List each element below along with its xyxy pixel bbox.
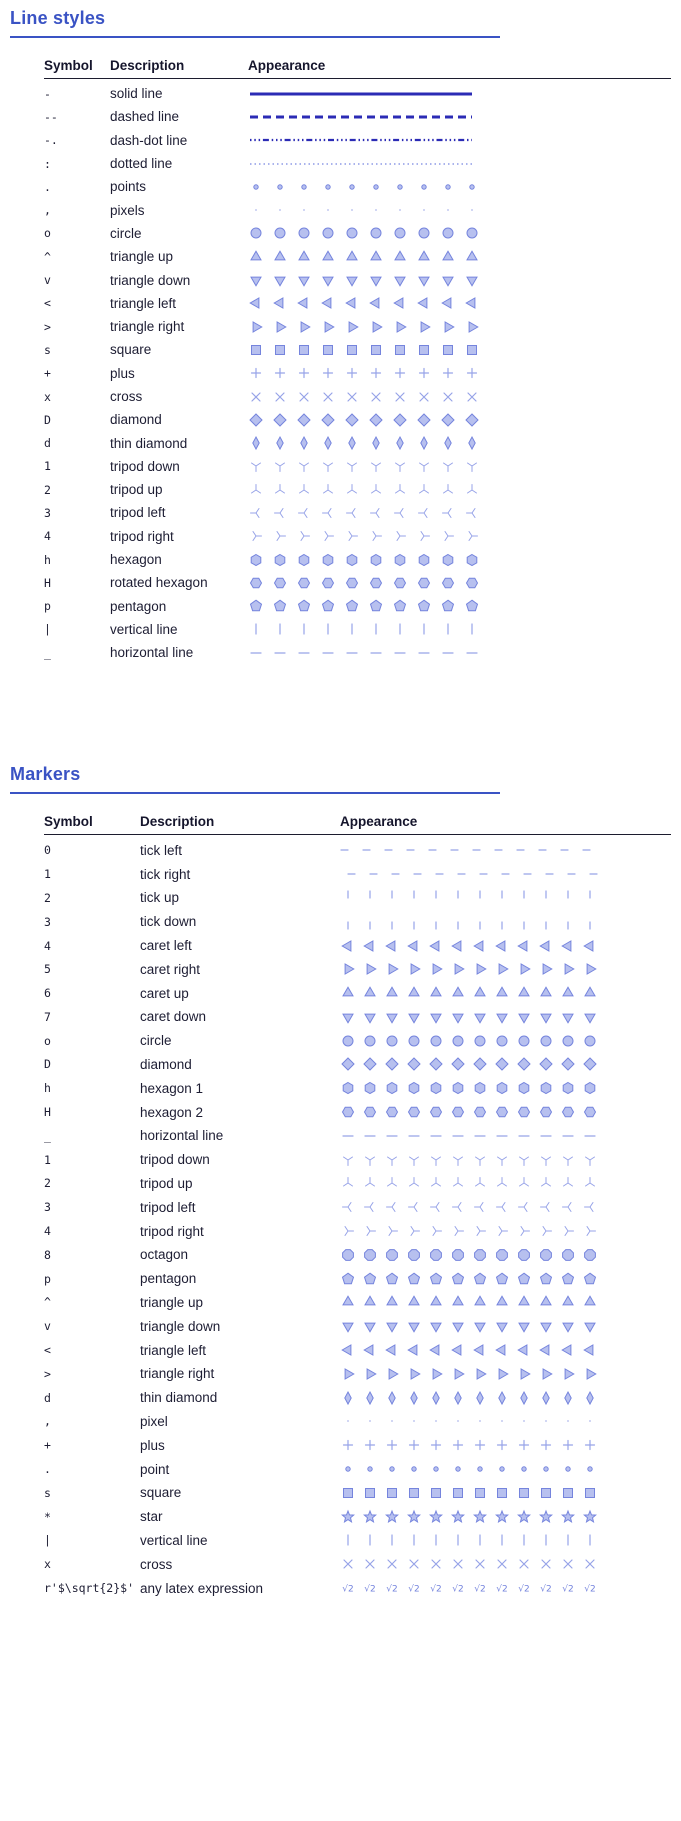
description-cell: tripod left	[140, 1199, 196, 1215]
table-row	[44, 1457, 671, 1481]
description-cell: pixel	[140, 1413, 168, 1429]
table-header	[44, 58, 671, 79]
description-cell: dashed line	[110, 109, 180, 125]
marker-preview-caret-left	[340, 936, 580, 956]
column-header-appearance: Appearance	[248, 58, 326, 73]
symbol-cell: 1	[44, 459, 51, 474]
description-cell: triangle right	[110, 319, 185, 335]
description-cell: tripod up	[110, 482, 163, 498]
marker-preview-line-dashdot	[248, 130, 474, 150]
symbol-cell: 2	[44, 890, 51, 905]
table-row	[44, 571, 671, 594]
symbol-cell: v	[44, 273, 51, 288]
symbol-cell: 3	[44, 914, 51, 929]
marker-preview-vline	[248, 619, 474, 639]
marker-preview-tick-right	[340, 864, 580, 884]
symbol-cell: ^	[44, 249, 51, 264]
table-row	[44, 408, 671, 431]
symbol-cell: o	[44, 226, 51, 241]
symbol-cell: x	[44, 389, 51, 404]
svg-text:√2: √2	[496, 1584, 508, 1595]
table-row	[44, 82, 671, 105]
marker-preview-vline	[340, 1530, 580, 1550]
description-cell: diamond	[110, 412, 162, 428]
table-body	[44, 838, 671, 1600]
marker-preview-caret-up	[340, 983, 580, 1003]
marker-preview-pixel	[248, 200, 474, 220]
symbol-cell: 2	[44, 1176, 51, 1191]
description-cell: pixels	[110, 202, 145, 218]
marker-preview-triangle-right	[340, 1364, 580, 1384]
marker-preview-triangle-down	[340, 1316, 580, 1336]
symbol-cell: 3	[44, 505, 51, 520]
marker-preview-tick-left	[340, 840, 580, 860]
marker-preview-square	[248, 340, 474, 360]
marker-preview-tick-down	[340, 912, 580, 932]
description-cell: triangle up	[110, 249, 174, 265]
symbol-cell: x	[44, 1557, 51, 1572]
marker-preview-point	[248, 177, 474, 197]
table-row	[44, 385, 671, 408]
marker-preview-thin-diamond	[340, 1388, 580, 1408]
section-title: Markers	[10, 764, 81, 785]
table-row	[44, 1243, 671, 1267]
symbol-cell: |	[44, 1533, 51, 1548]
section-divider	[10, 792, 500, 794]
description-cell: cross	[140, 1556, 173, 1572]
marker-preview-cross	[248, 387, 474, 407]
marker-preview-hline	[340, 1126, 580, 1146]
symbol-cell: D	[44, 412, 51, 427]
marker-preview-pixel	[340, 1411, 580, 1431]
symbol-cell: >	[44, 319, 51, 334]
description-cell: tripod up	[140, 1175, 193, 1191]
symbol-cell: r'$\sqrt{2}$'	[44, 1581, 135, 1596]
table-row	[44, 455, 671, 478]
table-row	[44, 431, 671, 454]
symbol-cell: .	[44, 1462, 51, 1477]
symbol-cell: 3	[44, 1200, 51, 1215]
description-cell: horizontal line	[110, 645, 194, 661]
marker-preview-tick-up	[340, 888, 580, 908]
symbol-cell: H	[44, 575, 51, 590]
marker-preview-tri-down	[340, 1150, 580, 1170]
symbol-cell: --	[44, 109, 58, 124]
table-row	[44, 362, 671, 385]
table-row	[44, 1552, 671, 1576]
symbol-cell: <	[44, 296, 51, 311]
description-cell: triangle down	[110, 272, 191, 288]
table-row	[44, 129, 671, 152]
marker-preview-tri-left	[340, 1197, 580, 1217]
svg-text:√2: √2	[386, 1584, 398, 1595]
marker-preview-line-dotted	[248, 154, 474, 174]
description-cell: tripod left	[110, 505, 166, 521]
table-row	[44, 1124, 671, 1148]
table-row	[44, 105, 671, 128]
table-row	[44, 1053, 671, 1077]
symbol-cell: 0	[44, 843, 51, 858]
marker-preview-line-solid	[248, 84, 474, 104]
symbol-cell: 4	[44, 938, 51, 953]
marker-preview-caret-right	[340, 959, 580, 979]
column-header-appearance: Appearance	[340, 814, 418, 830]
symbol-cell: H	[44, 1105, 51, 1120]
description-cell: vertical line	[140, 1532, 208, 1548]
symbol-cell: ^	[44, 1295, 51, 1310]
marker-preview-tri-up	[248, 480, 474, 500]
marker-preview-octagon	[340, 1245, 580, 1265]
symbol-cell: s	[44, 1485, 51, 1500]
table-row	[44, 1386, 671, 1410]
marker-preview-triangle-down	[248, 270, 474, 290]
marker-preview-circle	[248, 223, 474, 243]
table-header	[44, 814, 671, 835]
symbol-cell: +	[44, 366, 51, 381]
marker-preview-line-dashed	[248, 107, 474, 127]
table-row	[44, 1362, 671, 1386]
table-row	[44, 1433, 671, 1457]
symbol-cell: v	[44, 1319, 51, 1334]
table-row	[44, 1410, 671, 1434]
table-row	[44, 641, 671, 664]
description-cell: caret left	[140, 938, 192, 953]
table-row	[44, 1291, 671, 1315]
marker-preview-pentagon	[340, 1269, 580, 1289]
description-cell: tripod right	[140, 1223, 204, 1239]
symbol-cell: 8	[44, 1247, 51, 1262]
table-row	[44, 838, 671, 862]
description-cell: diamond	[140, 1056, 192, 1072]
description-cell: caret right	[140, 961, 201, 977]
symbol-cell: -	[44, 86, 51, 101]
table-row	[44, 595, 671, 618]
svg-text:√2: √2	[518, 1584, 530, 1595]
description-cell: tripod down	[110, 458, 180, 474]
marker-preview-cross	[340, 1554, 580, 1574]
description-cell: circle	[110, 225, 142, 241]
marker-preview-latex	[340, 1578, 596, 1598]
description-cell: cross	[110, 389, 143, 404]
symbol-cell: +	[44, 1438, 51, 1453]
symbol-cell: _	[44, 1128, 51, 1143]
table-row	[44, 1148, 671, 1172]
marker-preview-hline	[248, 643, 474, 663]
column-header-symbol: Symbol	[44, 58, 93, 73]
table-row	[44, 1481, 671, 1505]
svg-text:√2: √2	[452, 1584, 464, 1595]
section-divider	[10, 36, 500, 38]
table-row	[44, 1100, 671, 1124]
symbol-cell: o	[44, 1033, 51, 1048]
description-cell: hexagon 1	[140, 1080, 204, 1096]
symbol-cell: <	[44, 1343, 51, 1358]
symbol-cell: 5	[44, 962, 51, 977]
marker-preview-triangle-left	[248, 293, 474, 313]
table-row	[44, 981, 671, 1005]
description-cell: vertical line	[110, 621, 178, 637]
description-cell: octagon	[140, 1247, 189, 1263]
marker-preview-tri-left	[248, 503, 474, 523]
marker-preview-tri-up	[340, 1173, 580, 1193]
symbol-cell: ,	[44, 1414, 51, 1429]
description-cell: thin diamond	[110, 435, 188, 451]
section-markers	[10, 764, 671, 1600]
symbol-cell: 1	[44, 867, 51, 882]
table-row	[44, 886, 671, 910]
marker-preview-triangle-up	[340, 1292, 580, 1312]
description-cell: rotated hexagon	[110, 575, 208, 591]
section-title: Line styles	[10, 8, 106, 28]
table-row	[44, 1267, 671, 1291]
marker-preview-hexagon2	[340, 1102, 580, 1122]
description-cell: caret down	[140, 1009, 207, 1025]
description-cell: horizontal line	[140, 1128, 224, 1144]
description-cell: triangle left	[110, 295, 177, 311]
svg-text:√2: √2	[408, 1584, 420, 1595]
symbol-cell: h	[44, 1081, 51, 1096]
description-cell: triangle down	[140, 1318, 221, 1334]
line-styles-table	[44, 58, 671, 664]
table-row	[44, 1219, 671, 1243]
description-cell: tick left	[140, 842, 183, 858]
cheatsheet-page	[10, 8, 671, 1600]
table-row	[44, 268, 671, 291]
description-cell: tick up	[140, 890, 180, 906]
symbol-cell: 7	[44, 1009, 51, 1024]
marker-preview-triangle-left	[340, 1340, 580, 1360]
symbol-cell: :	[44, 156, 51, 171]
symbol-cell: 2	[44, 482, 51, 497]
marker-preview-tri-down	[248, 456, 474, 476]
symbol-cell: .	[44, 179, 51, 194]
column-header-symbol: Symbol	[44, 814, 93, 830]
marker-preview-tri-right	[248, 526, 474, 546]
symbol-cell: _	[44, 645, 51, 660]
column-header-description: Description	[110, 58, 185, 73]
symbol-cell: 4	[44, 529, 51, 544]
table-row	[44, 1314, 671, 1338]
table-row	[44, 1505, 671, 1529]
marker-preview-thin-diamond	[248, 433, 474, 453]
table-row	[44, 1529, 671, 1553]
description-cell: thin diamond	[140, 1390, 218, 1406]
table-row	[44, 1029, 671, 1053]
table-row	[44, 1576, 671, 1600]
table-row	[44, 618, 671, 641]
description-cell: points	[110, 179, 147, 195]
marker-preview-point	[340, 1459, 580, 1479]
table-row	[44, 957, 671, 981]
marker-preview-caret-down	[340, 1007, 580, 1027]
description-cell: solid line	[110, 86, 163, 102]
description-cell: triangle up	[140, 1294, 204, 1310]
marker-preview-diamond	[248, 410, 474, 430]
symbol-cell: -.	[44, 133, 58, 148]
description-cell: any latex expression	[140, 1580, 264, 1596]
svg-text:√2: √2	[364, 1584, 376, 1595]
description-cell: hexagon	[110, 552, 162, 568]
section-line-styles	[10, 8, 671, 664]
symbol-cell: ,	[44, 203, 51, 218]
table-row	[44, 1338, 671, 1362]
symbol-cell: s	[44, 342, 51, 357]
marker-preview-star	[340, 1507, 580, 1527]
description-cell: tick right	[140, 866, 191, 882]
description-cell: dotted line	[110, 156, 173, 172]
symbol-cell: |	[44, 622, 51, 637]
table-row	[44, 245, 671, 268]
description-cell: circle	[140, 1033, 172, 1049]
column-header-description: Description	[140, 814, 215, 830]
svg-text:√2: √2	[474, 1584, 486, 1595]
description-cell: pentagon	[140, 1271, 197, 1287]
symbol-cell: 6	[44, 986, 51, 1001]
symbol-cell: 1	[44, 1152, 51, 1167]
description-cell: plus	[140, 1437, 165, 1453]
marker-preview-circle	[340, 1031, 580, 1051]
table-row	[44, 934, 671, 958]
description-cell: tick down	[140, 914, 197, 930]
svg-text:√2: √2	[584, 1584, 596, 1595]
description-cell: square	[140, 1485, 182, 1501]
description-cell: plus	[110, 365, 135, 381]
table-row	[44, 478, 671, 501]
table-row	[44, 338, 671, 361]
table-row	[44, 292, 671, 315]
description-cell: star	[140, 1509, 163, 1525]
description-cell: triangle left	[140, 1342, 207, 1358]
description-cell: caret up	[140, 985, 189, 1001]
marker-preview-diamond	[340, 1054, 580, 1074]
table-row	[44, 1172, 671, 1196]
table-row	[44, 525, 671, 548]
description-cell: tripod down	[140, 1152, 210, 1168]
description-cell: hexagon 2	[140, 1104, 204, 1120]
symbol-cell: *	[44, 1509, 51, 1524]
marker-preview-plus	[248, 363, 474, 383]
marker-preview-tri-right	[340, 1221, 580, 1241]
symbol-cell: d	[44, 436, 51, 451]
svg-text:√2: √2	[562, 1584, 574, 1595]
table-row	[44, 222, 671, 245]
table-row	[44, 175, 671, 198]
table-row	[44, 862, 671, 886]
table-row	[44, 152, 671, 175]
symbol-cell: D	[44, 1057, 51, 1072]
description-cell: dash-dot line	[110, 132, 188, 148]
description-cell: point	[140, 1461, 170, 1477]
table-row	[44, 1076, 671, 1100]
marker-preview-triangle-up	[248, 247, 474, 267]
markers-table	[44, 814, 671, 1600]
table-row	[44, 1005, 671, 1029]
table-row	[44, 198, 671, 221]
description-cell: triangle right	[140, 1366, 215, 1382]
marker-preview-plus	[340, 1435, 580, 1455]
marker-preview-square	[340, 1483, 580, 1503]
symbol-cell: 4	[44, 1224, 51, 1239]
description-cell: tripod right	[110, 528, 174, 544]
marker-preview-hexagon1	[248, 550, 474, 570]
symbol-cell: >	[44, 1366, 51, 1381]
description-cell: square	[110, 342, 152, 358]
description-cell: pentagon	[110, 598, 167, 614]
marker-preview-hexagon1	[340, 1078, 580, 1098]
table-row	[44, 501, 671, 524]
symbol-cell: d	[44, 1390, 51, 1405]
table-row	[44, 315, 671, 338]
table-body	[44, 82, 671, 664]
table-row	[44, 548, 671, 571]
marker-preview-pentagon	[248, 596, 474, 616]
marker-preview-triangle-right	[248, 317, 474, 337]
symbol-cell: p	[44, 599, 51, 614]
symbol-cell: p	[44, 1271, 51, 1286]
svg-text:√2: √2	[430, 1584, 442, 1595]
symbol-cell: h	[44, 552, 51, 567]
marker-preview-hexagon2	[248, 573, 474, 593]
table-row	[44, 1195, 671, 1219]
svg-text:√2: √2	[342, 1584, 354, 1595]
svg-text:√2: √2	[540, 1584, 552, 1595]
table-row	[44, 910, 671, 934]
